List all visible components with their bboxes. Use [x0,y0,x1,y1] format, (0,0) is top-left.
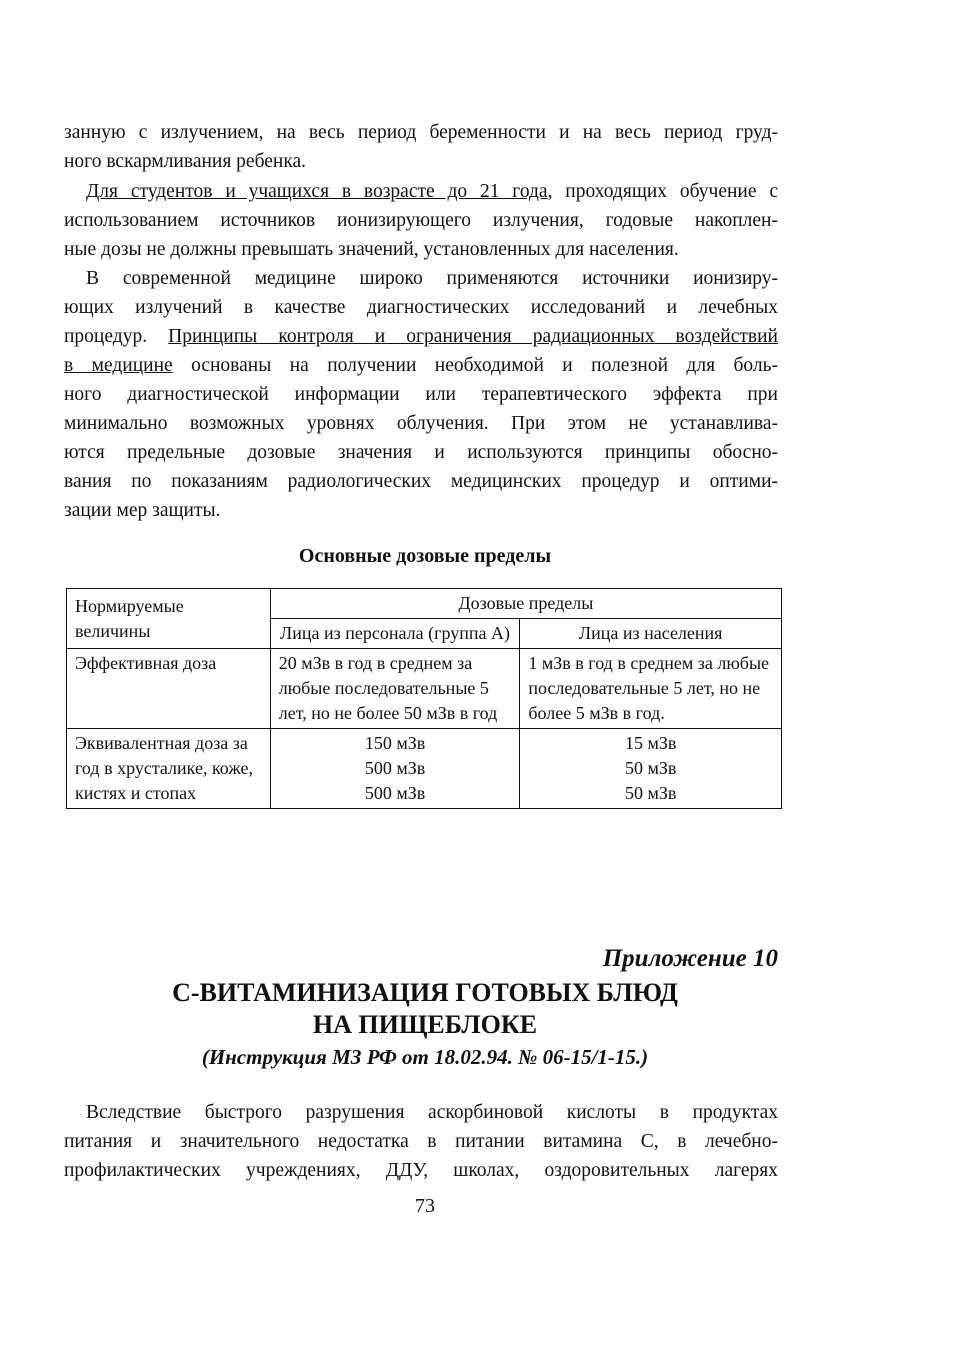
underlined-text: Для студентов и учащихся в возрасте до 21 года [86,181,548,202]
table-row [67,729,782,809]
underlined-text: в медицине [64,355,173,376]
cell-value: 500 мЗв [364,758,426,778]
section-title: С-ВИТАМИНИЗАЦИЯ ГОТОВЫХ БЛЮД [172,978,678,1007]
table-cell [270,729,520,809]
text-line: ного вскармливания ребенка. [64,151,307,172]
table-cell: Эквивалентная доза за год в хрусталике, коже, кистях и стопах [67,729,271,809]
page-number: 73 [415,1195,435,1217]
text-span: , проходящих обучение с [547,181,778,202]
text-line: ются предельные дозовые значения и используются принципы обосно- [64,442,778,463]
text-line: Вследствие быстрого разрушения аскорбиновой кислоты в продуктах [86,1102,778,1123]
text-line [64,322,778,351]
table-header-row [67,589,782,619]
table-cell: 20 мЗв в год в среднем за любые последовательные 5 лет, но не более 50 мЗв в год [270,649,520,729]
text-line: вания по показаниям радиологических медицинских процедур и оптими- [64,471,778,492]
text-line: ного диагностической информации или терапевтического эффекта при [64,384,778,405]
text-line: занную с излучением, на весь период беременности и на весь период груд- [64,122,778,143]
text-line [64,351,778,380]
dose-limits-table [66,588,782,809]
text-line: В современной медицине широко применяются источники ионизиру- [86,268,778,289]
header-cell: Нормируемые величины [67,589,271,649]
cell-value: 50 мЗв [624,783,677,803]
text-line: профилактических учреждениях, ДДУ, школах, оздоровительных лагерях [64,1160,778,1181]
cell-value: 150 мЗв [364,733,426,753]
text-line: использованием источников ионизирующего излучения, годовые накоплен- [64,210,778,231]
cell-value: 50 мЗв [624,758,677,778]
header-cell: Лица из персонала (группа А) [270,619,520,649]
text-line: ные дозы не должны превышать значений, установленных для населения. [64,239,679,260]
text-line: минимально возможных уровнях облучения. При этом не устанавлива- [64,413,778,434]
underlined-text: Принципы контроля и ограничения радиационных воздействий [168,326,778,347]
text-span: основаны на получении необходимой и полезной для боль- [172,355,778,376]
text-line [86,177,778,206]
text-line: питания и значительного недостатка в питании витамина С, в лечебно- [64,1131,778,1152]
text-line: зации мер защиты. [64,500,221,521]
section-title: НА ПИЩЕБЛОКЕ [312,1010,538,1039]
table-caption: Основные дозовые пределы [298,545,552,567]
table-cell: 1 мЗв в год в среднем за любые последовательные 5 лет, но не более 5 мЗв в год. [520,649,782,729]
table-cell: Эффективная доза [67,649,271,729]
table-cell [520,729,782,809]
text-span: процедур. [64,326,169,347]
section-subtitle: (Инструкция МЗ РФ от 18.02.94. № 06-15/1-15.) [201,1045,649,1069]
appendix-label: Приложение 10 [602,945,778,972]
cell-value: 500 мЗв [364,783,426,803]
table-row [67,649,782,729]
header-cell: Дозовые пределы [270,589,781,619]
cell-value: 15 мЗв [624,733,677,753]
text-line: ющих излучений в качестве диагностических исследований и лечебных [64,297,778,318]
header-cell: Лица из населения [520,619,782,649]
